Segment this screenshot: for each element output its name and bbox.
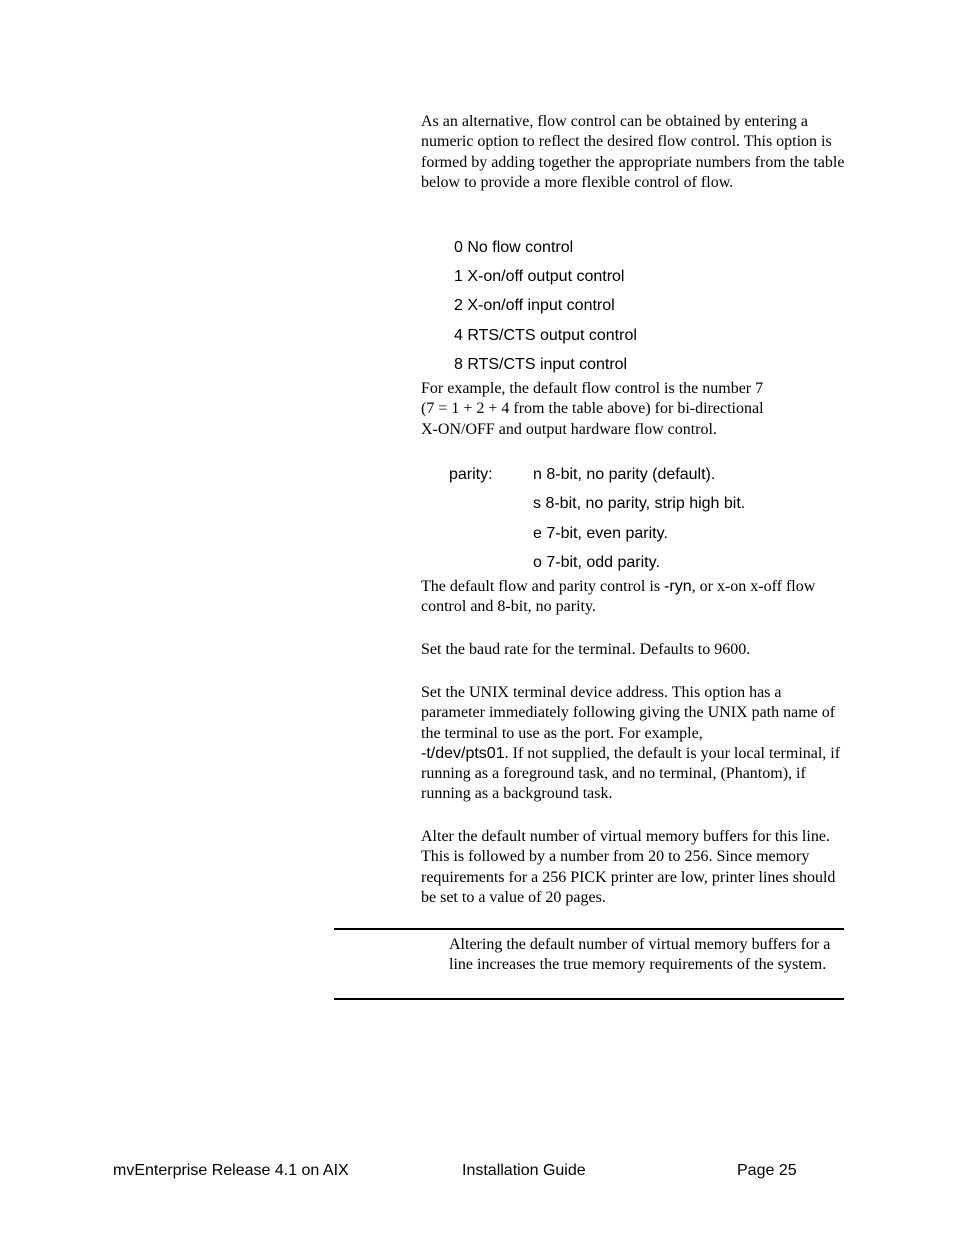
example-line-2: (7 = 1 + 2 + 4 from the table above) for bi-directional — [421, 400, 764, 418]
footer-page-number: Page 25 — [737, 1162, 797, 1179]
unix-device-text-post: . If not supplied, the default is your local terminal, if running as a foreground task, and no terminal, (Phantom), if running as a background task. — [421, 744, 841, 803]
flow-option-2: 2 X-on/off input control — [454, 297, 615, 314]
default-flow-code: -ryn — [664, 578, 692, 595]
flow-option-0: 0 No flow control — [454, 239, 574, 256]
default-flow-text-post: , or x-on x-off flow control and 8-bit, no parity. — [421, 578, 816, 616]
note-text: Altering the default number of virtual memory buffers for a line increases the true memory requirements of the system. — [449, 936, 831, 974]
flow-option-1: 1 X-on/off output control — [454, 268, 625, 285]
buffers-paragraph: Alter the default number of virtual memory buffers for this line. This is followed by a number from 20 to 256. Since memory requirements for a 256 PICK printer are low, printer lines should be set to a value of 20 pages. — [421, 828, 836, 906]
example-line-3: X-ON/OFF and output hardware flow control. — [421, 420, 717, 438]
unix-device-text-pre: Set the UNIX terminal device address. This option has a parameter immediately following giving the UNIX path name of the terminal to use as the port. For example, — [421, 684, 836, 742]
parity-option-e: e 7-bit, even parity. — [533, 525, 668, 542]
flow-option-8: 8 RTS/CTS input control — [454, 356, 628, 373]
default-flow-paragraph — [421, 577, 846, 618]
parity-option-n: n 8-bit, no parity (default). — [533, 466, 716, 483]
unix-device-code: -t/dev/pts01 — [421, 744, 505, 762]
parity-label: parity: — [449, 466, 493, 483]
flow-option-4: 4 RTS/CTS output control — [454, 327, 637, 344]
parity-option-s: s 8-bit, no parity, strip high bit. — [533, 495, 746, 512]
intro-paragraph: As an alternative, flow control can be obtained by entering a numeric option to reflect the desired flow control. This option is formed by adding together the appropriate numbers from the table below to provide a more flexible control of flow. — [421, 113, 845, 191]
example-paragraph — [421, 379, 846, 440]
parity-option-o: o 7-bit, odd parity. — [533, 554, 660, 571]
note-top-rule — [334, 928, 844, 930]
default-flow-text-pre: The default flow and parity control is — [421, 578, 665, 595]
footer-product: mvEnterprise Release 4.1 on AIX — [113, 1162, 349, 1179]
example-line-1: For example, the default flow control is the number 7 — [421, 380, 764, 397]
note-bottom-rule — [334, 998, 844, 1000]
footer-doc-title: Installation Guide — [462, 1162, 586, 1179]
baud-paragraph: Set the baud rate for the terminal. Defaults to 9600. — [421, 641, 751, 658]
unix-device-paragraph — [421, 683, 846, 805]
